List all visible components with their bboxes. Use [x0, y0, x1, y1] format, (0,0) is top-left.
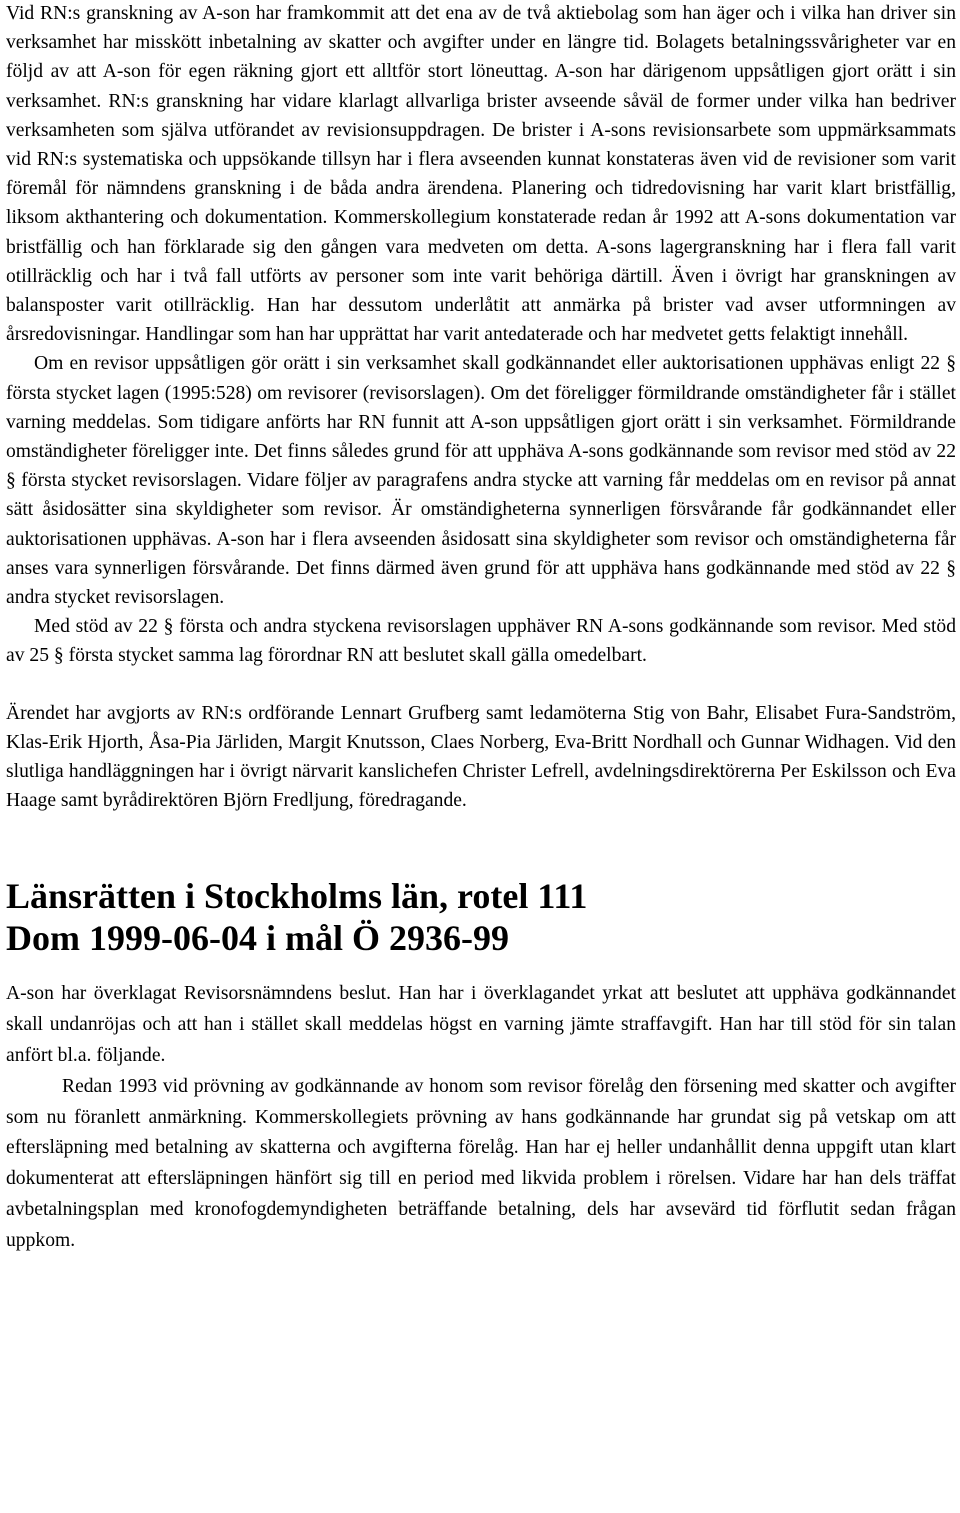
court-name-heading: Länsrätten i Stockholms län, rotel 111: [6, 876, 588, 917]
appeal-section: [6, 979, 956, 1256]
court-heading: [6, 875, 956, 959]
paragraph-decision-makers: Ärendet har avgjorts av RN:s ordförande Lennart Grufberg samt ledamöterna Stig von Bahr, Elisabet Fura-Sandström, Klas-Erik Hjorth, Åsa-Pia Järliden, Margit Knutsson, Claes Norberg, Eva-Britt Nordhall och Gunnar Widhagen. Vid den slutliga handläggningen har i övrigt närvarit kanslichefen Christer Lefrell, avdelningsdirektörerna Per Eskilsson och Eva Haage samt byrådirektören Björn Fredljung, föredragande.: [6, 702, 956, 812]
paragraph-ruling: Med stöd av 22 § första och andra styckena revisorslagen upphäver RN A-sons godkännande som revisor. Med stöd av 25 § första stycket samma lag förordnar RN att beslutet skall gälla omedelbart.: [6, 616, 956, 667]
judgment-heading: Dom 1999-06-04 i mål Ö 2936-99: [6, 918, 509, 959]
paragraph-appeal: A-son har överklagat Revisorsnämndens beslut. Han har i överklagandet yrkat att beslutet att upphäva godkännandet skall undanröjas och att han i stället skall meddelas högst en varning jämte straffavgift. Han har till stöd för sin talan anfört bl.a. följande.: [6, 983, 956, 1067]
paragraph-rn-review: Vid RN:s granskning av A-son har framkommit att det ena av de två aktiebolag som han äger och i vilka han driver sin verksamhet har misskött inbetalning av skatter och avgifter under en längre tid. Bolagets betalningssvårigheter var en följd av att A-son för egen räkning gjort ett alltför stort löneuttag. A-son har därigenom uppsåtligen gjort orätt i sin verksamhet. RN:s granskning har vidare klarlagt allvarliga brister avseende såväl de former under vilka han bedriver verksamheten som själva utförandet av revisionsuppdragen. De brister i A-sons revisionsarbete som uppmärksammats vid RN:s systematiska och uppsökande tillsyn har i flera avseenden kunnat konstateras även vid de revisioner som varit föremål för nämndens granskning i de båda andra ärendena. Planering och tidredovisning har varit klart bristfällig, liksom akthantering och dokumentation. Kommerskollegium konstaterade redan år 1992 att A-sons dokumentation var bristfällig och han förklarade sig den gången vara medveten om detta. A-sons lagergranskning har i flera fall varit otillräcklig och har i två fall utförts av personer som inte varit behöriga därtill. Även i övrigt har granskningen av balansposter varit otillräcklig. Han har dessutom underlåtit att anmärka på brister vad avser utformningen av årsredovisningar. Handlingar som han har upprättat har varit antedaterade och har medvetet getts felaktigt innehåll.: [6, 3, 956, 346]
paragraph-appeal-arguments: Redan 1993 vid prövning av godkännande av honom som revisor förelåg den försening med skatter och avgifter som nu föranlett anmärkning. Kommerskollegiets prövning av hans godkännande har grundat sig på vetskap om att eftersläpning med betalning av skatterna och avgifterna förelåg. Han har ej heller undanhållit denna uppgift utan klart dokumenterat att eftersläpningen hänfört sig till en period med likvida problem i rörelsen. Vidare har han dels träffat avbetalningsplan med kronofogdemyndigheten beträffande betalning, dels har avsevärd tid förflutit sedan frågan uppkom.: [6, 1075, 956, 1251]
paragraph-legal-grounds: Om en revisor uppsåtligen gör orätt i sin verksamhet skall godkännandet eller auktorisationen upphävas enligt 22 § första stycket lagen (1995:528) om revisorer (revisorslagen). Om det föreligger förmildrande omständigheter får i stället varning meddelas. Som tidigare anförts har RN funnit att A-son uppsåtligen gjort orätt i sin verksamhet. Förmildrande omständigheter föreligger inte. Det finns således grund för att upphäva A-sons godkännande som revisor med stöd av 22 § första stycket revisorslagen. Vidare följer av paragrafens andra stycke att varning får meddelas om en revisor på annat sätt åsidosätter sina skyldigheter som revisor. Är omständigheterna synnerligen försvårande får godkännandet eller auktorisationen upphävas. A-son har i flera avseenden åsidosatt sina skyldigheter som revisor och omständigheterna får anses vara synnerligen försvårande. Det finns därmed även grund för att upphäva hans godkännande med stöd av 22 § andra stycket revisorslagen.: [6, 353, 956, 609]
document-page: [6, 0, 956, 1257]
